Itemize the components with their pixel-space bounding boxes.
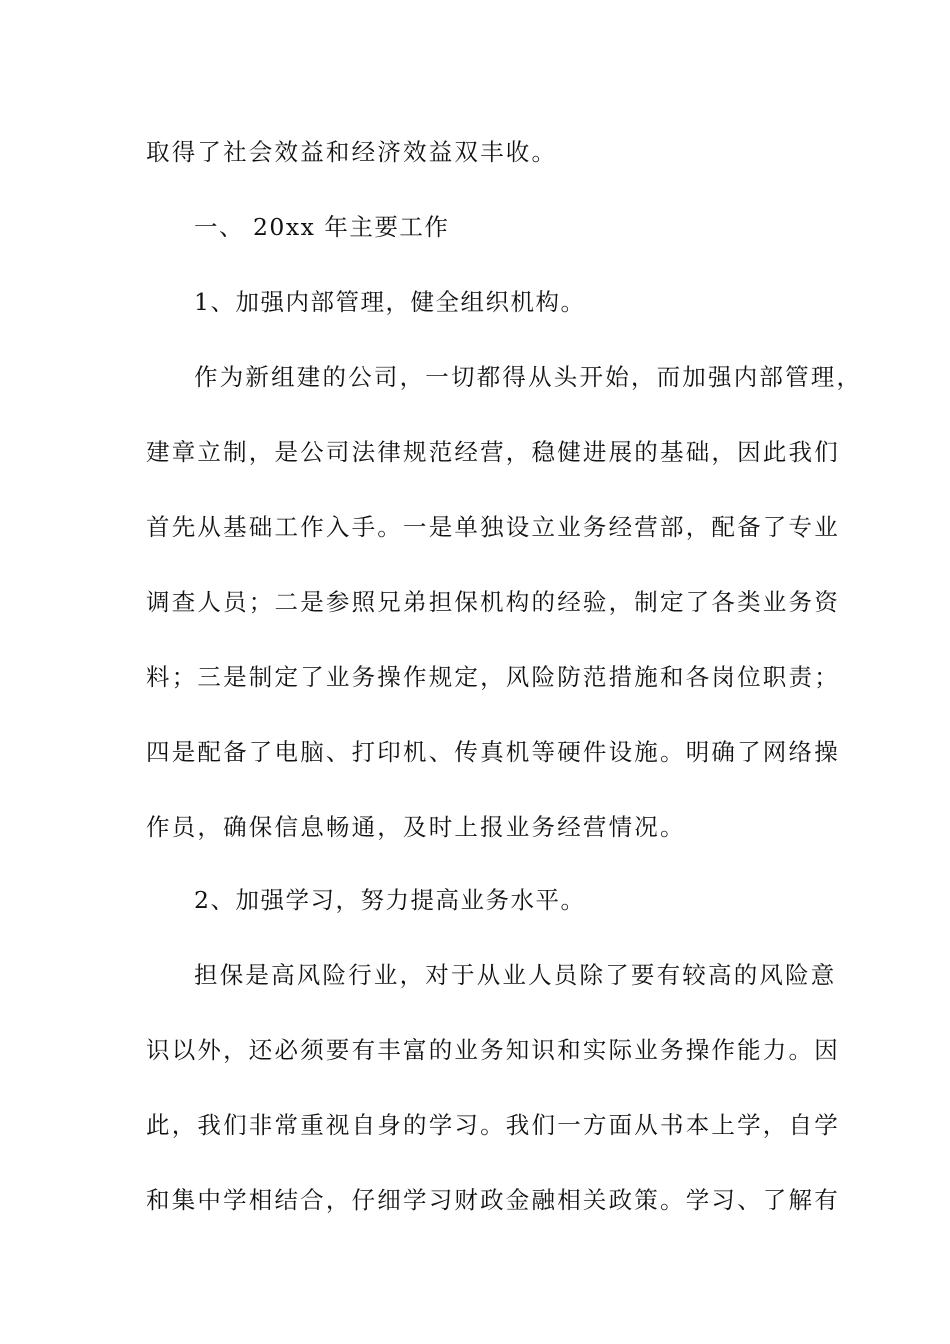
paragraph-line: 料；三是制定了业务操作规定，风险防范措施和各岗位职责； <box>146 663 840 691</box>
paragraph-line: 作员，确保信息畅通，及时上报业务经营情况。 <box>146 813 686 841</box>
section-heading-main-work: 一、 20xx 年主要工作 <box>194 213 450 241</box>
paragraph-line: 担保是高风险行业，对于从业人员除了要有较高的风险意 <box>194 961 837 989</box>
paragraph-line: 作为新组建的公司，一切都得从头开始，而加强内部管理， <box>194 363 863 391</box>
paragraph-line: 调查人员；二是参照兄弟担保机构的经验，制定了各类业务资 <box>146 588 840 616</box>
subheading-internal-management: 1、加强内部管理，健全组织机构。 <box>194 288 586 316</box>
paragraph-line: 识以外，还必须要有丰富的业务知识和实际业务操作能力。因 <box>146 1036 840 1064</box>
paragraph-line: 和集中学相结合，仔细学习财政金融相关政策。学习、了解有 <box>146 1186 840 1214</box>
subheading-learning: 2、加强学习，努力提高业务水平。 <box>194 886 586 914</box>
paragraph-line: 首先从基础工作入手。一是单独设立业务经营部，配备了专业 <box>146 513 840 541</box>
paragraph-line: 建章立制，是公司法律规范经营，稳健进展的基础，因此我们 <box>146 438 840 466</box>
text-line-continuation: 取得了社会效益和经济效益双丰收。 <box>146 138 558 166</box>
paragraph-line: 此，我们非常重视自身的学习。我们一方面从书本上学，自学 <box>146 1111 840 1139</box>
paragraph-line: 四是配备了电脑、打印机、传真机等硬件设施。明确了网络操 <box>146 738 840 766</box>
